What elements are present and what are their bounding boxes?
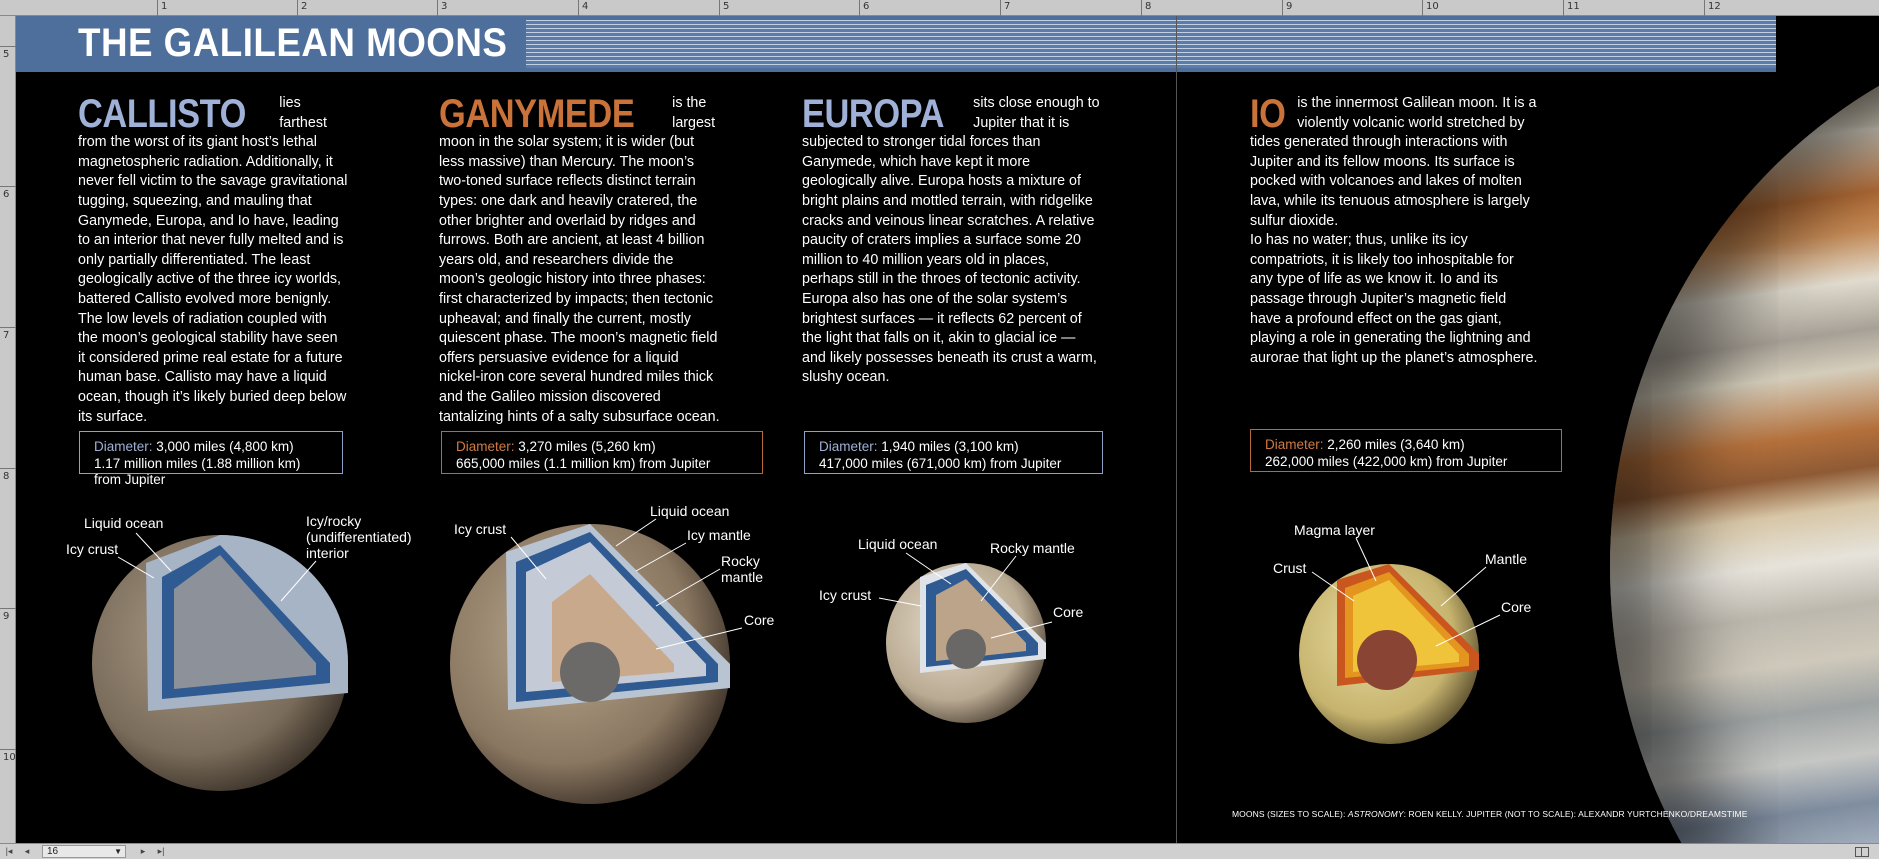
label-mantle: Mantle: [1485, 551, 1528, 567]
credit-part-2: : ROEN KELLY. JUPITER (NOT TO SCALE): ALEXANDR YURTCHENKO/DREAMSTIME: [1403, 809, 1748, 819]
leader-ganymede-crust: [511, 537, 546, 579]
diameter-value: 3,270 miles (5,260 km): [518, 439, 656, 454]
io-title: IO: [1250, 92, 1286, 136]
label-interior: interior: [306, 545, 349, 561]
diameter-value: 2,260 miles (3,640 km): [1327, 437, 1465, 452]
ruler-mark-v10: [0, 749, 16, 763]
previous-page-button[interactable]: ◂: [24, 846, 30, 856]
ruler-label: 4: [582, 1, 589, 12]
ruler-mark-8: [1141, 0, 1152, 16]
vertical-ruler[interactable]: [0, 16, 16, 843]
ruler-mark-2: [297, 0, 308, 16]
label-icy-rocky: Icy/rocky: [306, 513, 362, 529]
io-body-2: Io has no water; thus, unlike its icy compatriots, it is likely too inhospitable for any type of life as we know it. Io and its passage through Jupiter’s magnetic field have a profound effect on the gas giant, playing a role in generating the lightning and aurorae that light up the planet’s atmosphere.: [1250, 232, 1538, 366]
next-page-button[interactable]: ▸: [140, 846, 146, 856]
europa-body: sits close enough to Jupiter that it is subjected to stronger tidal forces than Ganymede, which have kept it more geologically alive. Europa hosts a mixture of bright plains and mottled terrain, with ridgelike cracks and veinous linear scratches. A relative paucity of craters implies a surface some 20 million to 40 million years old in places, perhaps still in the throes of tectonic activity. Europa also has one of the solar system’s brightest surfaces — it reflects 62 percent of the light that falls on it, akin to glacial ice — and likely possesses beneath its crust a warm, slushy ocean.: [802, 95, 1100, 386]
ruler-mark-9: [1282, 0, 1293, 16]
leader-europa-ocean: [906, 553, 951, 584]
io-body: is the innermost Galilean moon. It is a violently volcanic world stretched by tides generated through interactions with Jupiter and its fellow moons. Its surface is pocked with volcanoes and lakes of molten lava, while its tenuous atmosphere is largely sulfur dioxide.: [1250, 95, 1537, 229]
diameter-label: Diameter:: [456, 439, 515, 454]
label-liquid-ocean: Liquid ocean: [84, 515, 164, 531]
europa-title: EUROPA: [802, 92, 945, 136]
ruler-label: 5: [723, 1, 730, 12]
ruler-mark-v9: [0, 608, 16, 622]
ruler-mark-1: [157, 0, 168, 16]
leader-lines: [16, 16, 1879, 843]
page-title: THE GALILEAN MOONS: [78, 21, 508, 65]
ruler-label: 8: [1145, 1, 1152, 12]
label-icy-crust: Icy crust: [454, 521, 507, 537]
leader-io-magma: [1356, 538, 1376, 581]
label-liquid-ocean: Liquid ocean: [858, 536, 938, 552]
ruler-label: 10: [3, 752, 16, 763]
label-rocky-mantle: Rocky mantle: [990, 540, 1075, 556]
callisto-distance: 1.17 million miles (1.88 million km) from Jupiter: [94, 455, 301, 487]
ruler-label: 10: [1426, 1, 1439, 12]
ruler-label: 5: [3, 49, 10, 60]
label-undifferentiated: (undifferentiated): [306, 529, 412, 545]
diameter-label: Diameter:: [1265, 437, 1324, 452]
status-bar: [0, 843, 1879, 859]
label-core: Core: [1053, 604, 1084, 620]
leader-ganymede-core: [656, 628, 742, 649]
ruler-label: 8: [3, 471, 10, 482]
ruler-label: 2: [301, 1, 308, 12]
ruler-label: 3: [441, 1, 448, 12]
label-rocky: Rocky: [721, 553, 760, 569]
ruler-mark-7: [1000, 0, 1011, 16]
ruler-mark-12: [1704, 0, 1721, 16]
ruler-label: 9: [1286, 1, 1293, 12]
chevron-down-icon: ▼: [114, 847, 122, 856]
leader-callisto-interior: [281, 561, 316, 601]
credit-part-1: MOONS (SIZES TO SCALE):: [1232, 809, 1348, 819]
page-number-select[interactable]: [42, 845, 126, 858]
leader-europa-mantle: [981, 556, 1016, 601]
last-page-button[interactable]: ▸|: [157, 846, 165, 856]
ruler-label: 1: [161, 1, 168, 12]
diameter-label: Diameter:: [819, 439, 878, 454]
leader-ganymede-ocean: [616, 519, 656, 546]
label-icy-crust: Icy crust: [66, 541, 119, 557]
horizontal-ruler[interactable]: [0, 0, 1879, 16]
leader-io-crust: [1312, 572, 1354, 601]
ruler-label: 7: [3, 330, 10, 341]
label-liquid-ocean: Liquid ocean: [650, 503, 730, 519]
ganymede-title: GANYMEDE: [439, 92, 635, 136]
label-core: Core: [1501, 599, 1532, 615]
ruler-label: 11: [1567, 1, 1580, 12]
ruler-label: 7: [1004, 1, 1011, 12]
diameter-value: 1,940 miles (3,100 km): [881, 439, 1019, 454]
first-page-button[interactable]: |◂: [5, 846, 13, 856]
leader-europa-core: [991, 622, 1052, 638]
ruler-label: 9: [3, 611, 10, 622]
ganymede-body: is the largest moon in the solar system; it is wider (but less massive) than Mercury. The moon’s two-toned surface reflects distinct terrain types: one dark and heavily cratered, the other brighter and overlaid by ridges and furrows. Both are ancient, at least 4 billion years old, and researchers divide the moon’s geologic history into three phases: first characterized by impacts; then tectonic upheaval; and finally the current, mostly quiescent phase. The moon’s magnetic field offers persuasive evidence for a liquid nickel-iron core several hundred miles thick and the Galileo mission discovered tantalizing hints of a salty subsurface ocean.: [439, 95, 720, 425]
label-magma-layer: Magma layer: [1294, 522, 1375, 538]
ruler-mark-3: [437, 0, 448, 16]
ruler-label: 12: [1708, 1, 1721, 12]
europa-distance: 417,000 miles (671,000 km) from Jupiter: [819, 455, 1062, 471]
ruler-mark-6: [859, 0, 870, 16]
credit-italic: ASTRONOMY: [1347, 809, 1404, 819]
image-credit: [1232, 809, 1748, 819]
ruler-mark-v5: [0, 46, 16, 60]
label-crust: Crust: [1273, 560, 1307, 576]
label-mantle: mantle: [721, 569, 764, 585]
leader-callisto-crust: [118, 557, 154, 578]
ruler-mark-11: [1563, 0, 1580, 16]
leader-europa-crust: [879, 598, 921, 606]
ruler-label: 6: [3, 189, 10, 200]
leader-ganymede-rocky: [656, 569, 720, 606]
ruler-mark-10: [1422, 0, 1439, 16]
split-view-icon[interactable]: [1855, 847, 1869, 857]
ganymede-distance: 665,000 miles (1.1 million km) from Jupiter: [456, 455, 711, 471]
label-core: Core: [744, 612, 775, 628]
page-number-value: 16: [47, 846, 59, 857]
callisto-body: lies farthest from the worst of its giant host’s lethal magnetospheric radiation. Additionally, it never fell victim to the savage gravitational tugging, squeezing, and mauling that Ganymede, Europa, and Io have, leading to an interior that never fully melted and is only partially differentiated. The least geologically active of the three icy worlds, battered Callisto evolved more benignly. The low levels of radiation coupled with the moon’s geological stability have seen it considered prime real estate for a future human base. Callisto may have a liquid ocean, though it’s likely buried deep below its surface.: [78, 95, 348, 425]
diameter-label: Diameter:: [94, 439, 153, 454]
ruler-mark-4: [578, 0, 589, 16]
ruler-label: 6: [863, 1, 870, 12]
ruler-mark-v7: [0, 327, 16, 341]
leader-ganymede-mantle: [636, 543, 686, 571]
io-distance: 262,000 miles (422,000 km) from Jupiter: [1265, 453, 1508, 469]
page-spread[interactable]: [16, 16, 1879, 843]
ruler-mark-v6: [0, 186, 16, 200]
diameter-value: 3,000 miles (4,800 km): [156, 439, 294, 454]
leader-io-core: [1436, 615, 1500, 646]
leader-callisto-ocean: [136, 533, 171, 571]
ruler-mark-5: [719, 0, 730, 16]
label-icy-crust: Icy crust: [819, 587, 872, 603]
leader-io-mantle: [1441, 567, 1486, 606]
ruler-mark-v8: [0, 468, 16, 482]
label-icy-mantle: Icy mantle: [687, 527, 751, 543]
callisto-title: CALLISTO: [78, 92, 246, 136]
